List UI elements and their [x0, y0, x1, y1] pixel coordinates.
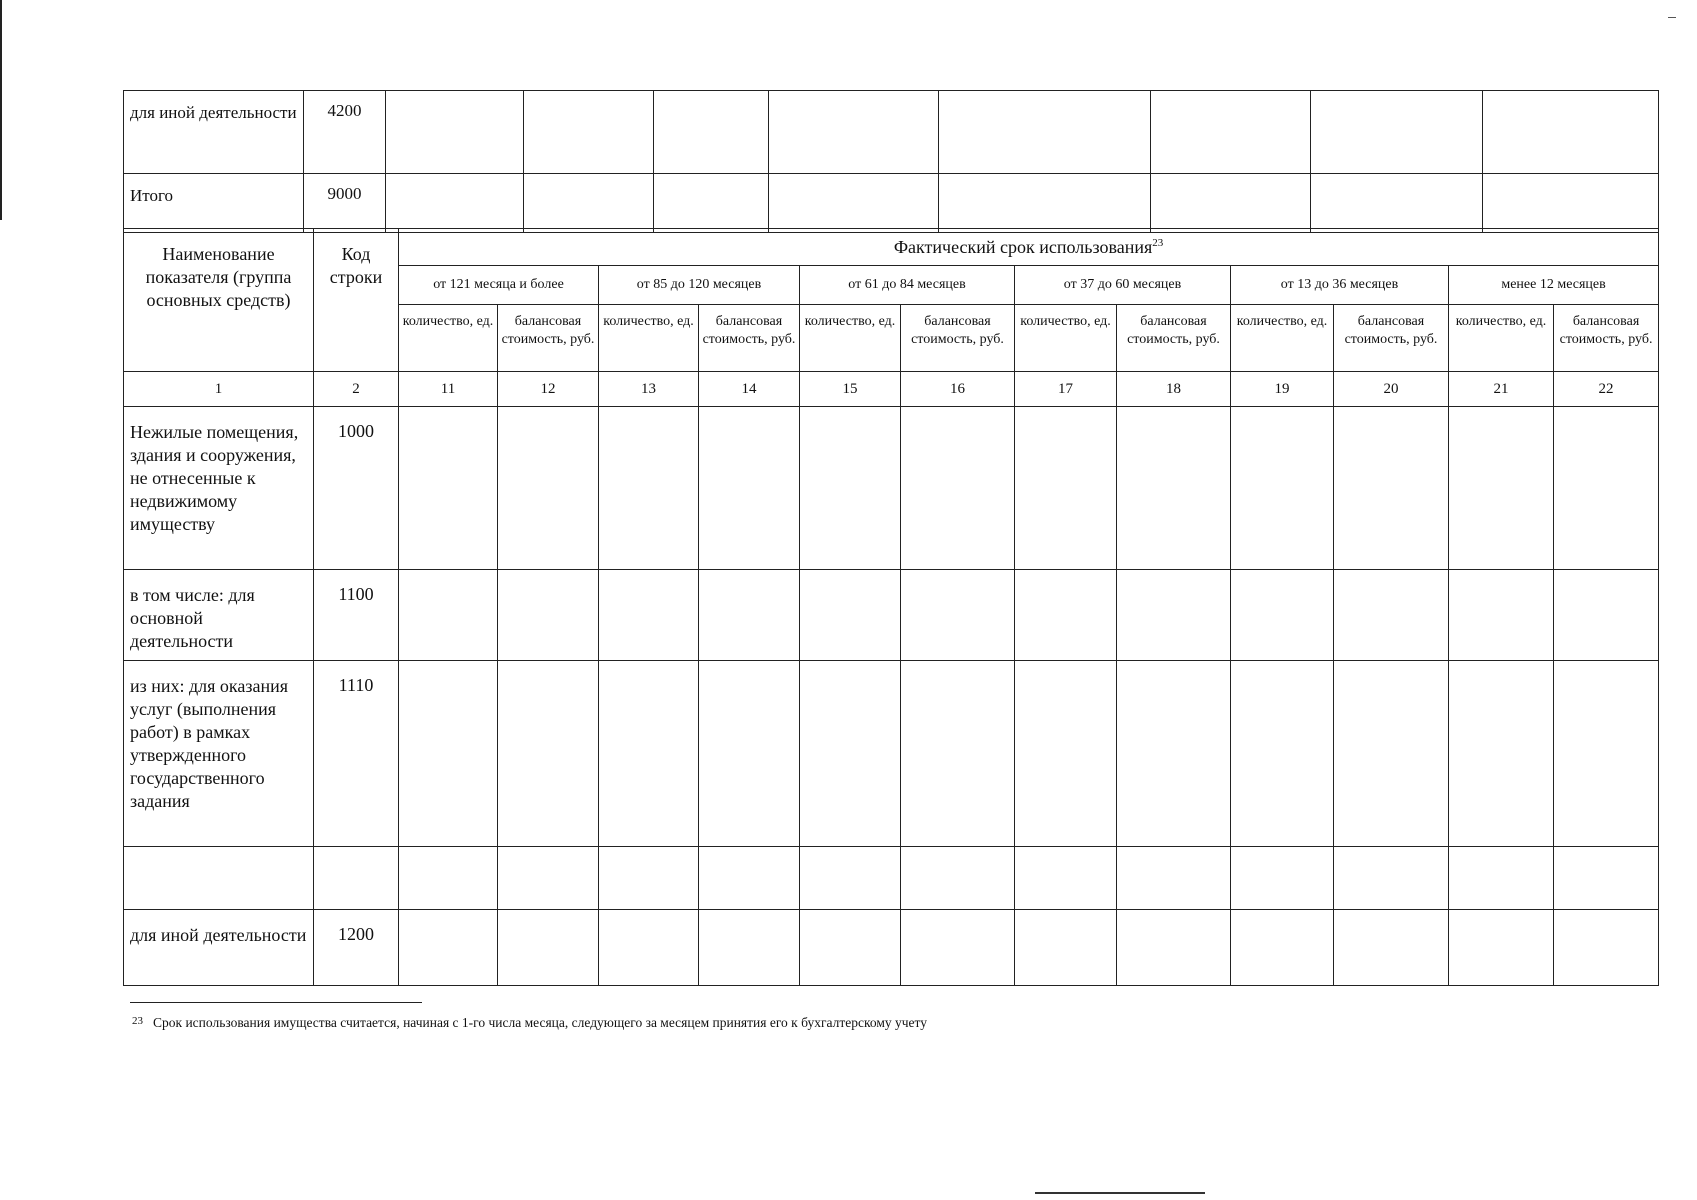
scan-edge-mark	[0, 0, 2, 220]
empty-cell	[498, 847, 599, 910]
group-header: от 61 до 84 месяцев	[800, 266, 1015, 305]
empty-cell	[1015, 407, 1117, 570]
subheader-quantity: количество, ед.	[1015, 305, 1117, 372]
table-row	[124, 847, 1659, 910]
column-number: 18	[1117, 372, 1231, 407]
empty-cell	[1117, 661, 1231, 847]
subheader-quantity: количество, ед.	[1449, 305, 1554, 372]
empty-cell	[800, 570, 901, 661]
column-number: 12	[498, 372, 599, 407]
empty-cell	[1449, 661, 1554, 847]
empty-cell	[1483, 174, 1659, 233]
footnote-text: Срок использования имущества считается, начиная с 1-го числа месяца, следующего за месяцем принятия его к бухгалтерскому учету	[153, 1015, 928, 1030]
empty-cell	[498, 661, 599, 847]
top-continuation-table	[123, 90, 1659, 233]
empty-cell	[399, 847, 498, 910]
empty-cell	[1151, 91, 1311, 174]
column-number: 11	[399, 372, 498, 407]
empty-cell	[1117, 910, 1231, 986]
table-row	[124, 407, 1659, 570]
empty-cell	[498, 910, 599, 986]
scan-corner-mark	[1668, 17, 1676, 18]
empty-cell	[1334, 910, 1449, 986]
row-code: 1200	[314, 910, 399, 986]
empty-cell	[399, 661, 498, 847]
column-number: 15	[800, 372, 901, 407]
empty-cell	[1231, 661, 1334, 847]
empty-cell	[1334, 847, 1449, 910]
empty-cell	[1554, 570, 1659, 661]
empty-cell	[699, 910, 800, 986]
row-code	[314, 847, 399, 910]
row-name: из них: для оказания услуг (выполнения работ) в рамках утвержденного государственного задания	[124, 661, 314, 847]
subheader-value: балансовая стоимость, руб.	[901, 305, 1015, 372]
empty-cell	[1334, 407, 1449, 570]
column-number: 1	[124, 372, 314, 407]
empty-cell	[1554, 847, 1659, 910]
empty-cell	[1449, 407, 1554, 570]
row-name: для иной деятельности	[124, 91, 304, 174]
group-header: от 121 месяца и более	[399, 266, 599, 305]
empty-cell	[498, 570, 599, 661]
row-name: Итого	[124, 174, 304, 233]
empty-cell	[1015, 661, 1117, 847]
empty-cell	[1117, 570, 1231, 661]
empty-cell	[599, 847, 699, 910]
empty-cell	[1554, 407, 1659, 570]
empty-cell	[399, 570, 498, 661]
group-header: менее 12 месяцев	[1449, 266, 1659, 305]
empty-cell	[901, 910, 1015, 986]
empty-cell	[599, 407, 699, 570]
table-row	[124, 174, 1659, 233]
empty-cell	[699, 661, 800, 847]
empty-cell	[901, 661, 1015, 847]
column-number: 17	[1015, 372, 1117, 407]
empty-cell	[1231, 570, 1334, 661]
empty-cell	[524, 174, 654, 233]
row-code: 1100	[314, 570, 399, 661]
subheader-quantity: количество, ед.	[399, 305, 498, 372]
subheader-quantity: количество, ед.	[1231, 305, 1334, 372]
empty-cell	[699, 407, 800, 570]
empty-cell	[939, 174, 1151, 233]
empty-cell	[1151, 174, 1311, 233]
group-header: от 37 до 60 месяцев	[1015, 266, 1231, 305]
subheader-quantity: количество, ед.	[800, 305, 901, 372]
column-number: 14	[699, 372, 800, 407]
empty-cell	[1015, 570, 1117, 661]
row-code: 1000	[314, 407, 399, 570]
row-name: в том числе: для основной деятельности	[124, 570, 314, 661]
row-code: 9000	[304, 174, 386, 233]
empty-cell	[699, 570, 800, 661]
empty-cell	[800, 407, 901, 570]
empty-cell	[654, 174, 769, 233]
empty-cell	[599, 570, 699, 661]
footnote-separator	[130, 1002, 422, 1003]
footnote-ref: 23	[1152, 236, 1164, 249]
usage-period-table	[123, 228, 1659, 986]
empty-cell	[1311, 174, 1483, 233]
subheader-value: балансовая стоимость, руб.	[1334, 305, 1449, 372]
column-number: 13	[599, 372, 699, 407]
empty-cell	[901, 570, 1015, 661]
empty-cell	[1231, 910, 1334, 986]
header-row-1	[124, 229, 1659, 266]
column-number: 19	[1231, 372, 1334, 407]
subheader-value: балансовая стоимость, руб.	[498, 305, 599, 372]
empty-cell	[599, 910, 699, 986]
empty-cell	[599, 661, 699, 847]
empty-cell	[1449, 570, 1554, 661]
group-header: от 13 до 36 месяцев	[1231, 266, 1449, 305]
empty-cell	[800, 847, 901, 910]
empty-cell	[1334, 661, 1449, 847]
empty-cell	[939, 91, 1151, 174]
empty-cell	[769, 174, 939, 233]
empty-cell	[1117, 407, 1231, 570]
empty-cell	[1117, 847, 1231, 910]
empty-cell	[769, 91, 939, 174]
table-row	[124, 91, 1659, 174]
subheader-value: балансовая стоимость, руб.	[1554, 305, 1659, 372]
empty-cell	[1334, 570, 1449, 661]
empty-cell	[399, 910, 498, 986]
empty-cell	[1449, 910, 1554, 986]
empty-cell	[1311, 91, 1483, 174]
table-row	[124, 910, 1659, 986]
empty-cell	[800, 910, 901, 986]
empty-cell	[498, 407, 599, 570]
header-name: Наименование показателя (группа основных средств)	[124, 229, 314, 372]
footnote	[132, 1015, 927, 1031]
header-code: Код строки	[314, 229, 399, 372]
row-name: Нежилые помещения, здания и сооружения, не отнесенные к недвижимому имуществу	[124, 407, 314, 570]
column-number: 20	[1334, 372, 1449, 407]
empty-cell	[800, 661, 901, 847]
empty-cell	[386, 174, 524, 233]
empty-cell	[699, 847, 800, 910]
empty-cell	[524, 91, 654, 174]
empty-cell	[1449, 847, 1554, 910]
group-header: от 85 до 120 месяцев	[599, 266, 800, 305]
column-number: 22	[1554, 372, 1659, 407]
empty-cell	[901, 847, 1015, 910]
empty-cell	[901, 407, 1015, 570]
column-number: 2	[314, 372, 399, 407]
empty-cell	[1554, 661, 1659, 847]
subheader-value: балансовая стоимость, руб.	[699, 305, 800, 372]
row-code: 4200	[304, 91, 386, 174]
header-usage-period-title: Фактический срок использования	[893, 236, 1153, 257]
header-usage-period	[399, 229, 1659, 266]
row-code: 1110	[314, 661, 399, 847]
empty-cell	[1015, 910, 1117, 986]
empty-cell	[1231, 407, 1334, 570]
table-row	[124, 661, 1659, 847]
column-number-row	[124, 372, 1659, 407]
subheader-quantity: количество, ед.	[599, 305, 699, 372]
empty-cell	[654, 91, 769, 174]
subheader-value: балансовая стоимость, руб.	[1117, 305, 1231, 372]
empty-cell	[1483, 91, 1659, 174]
scan-bottom-mark	[1035, 1192, 1205, 1194]
empty-cell	[1554, 910, 1659, 986]
column-number: 16	[901, 372, 1015, 407]
footnote-number: 23	[132, 1015, 143, 1027]
empty-cell	[1015, 847, 1117, 910]
table-row	[124, 570, 1659, 661]
empty-cell	[386, 91, 524, 174]
column-number: 21	[1449, 372, 1554, 407]
row-name	[124, 847, 314, 910]
empty-cell	[1231, 847, 1334, 910]
row-name: для иной деятельности	[124, 910, 314, 986]
empty-cell	[399, 407, 498, 570]
